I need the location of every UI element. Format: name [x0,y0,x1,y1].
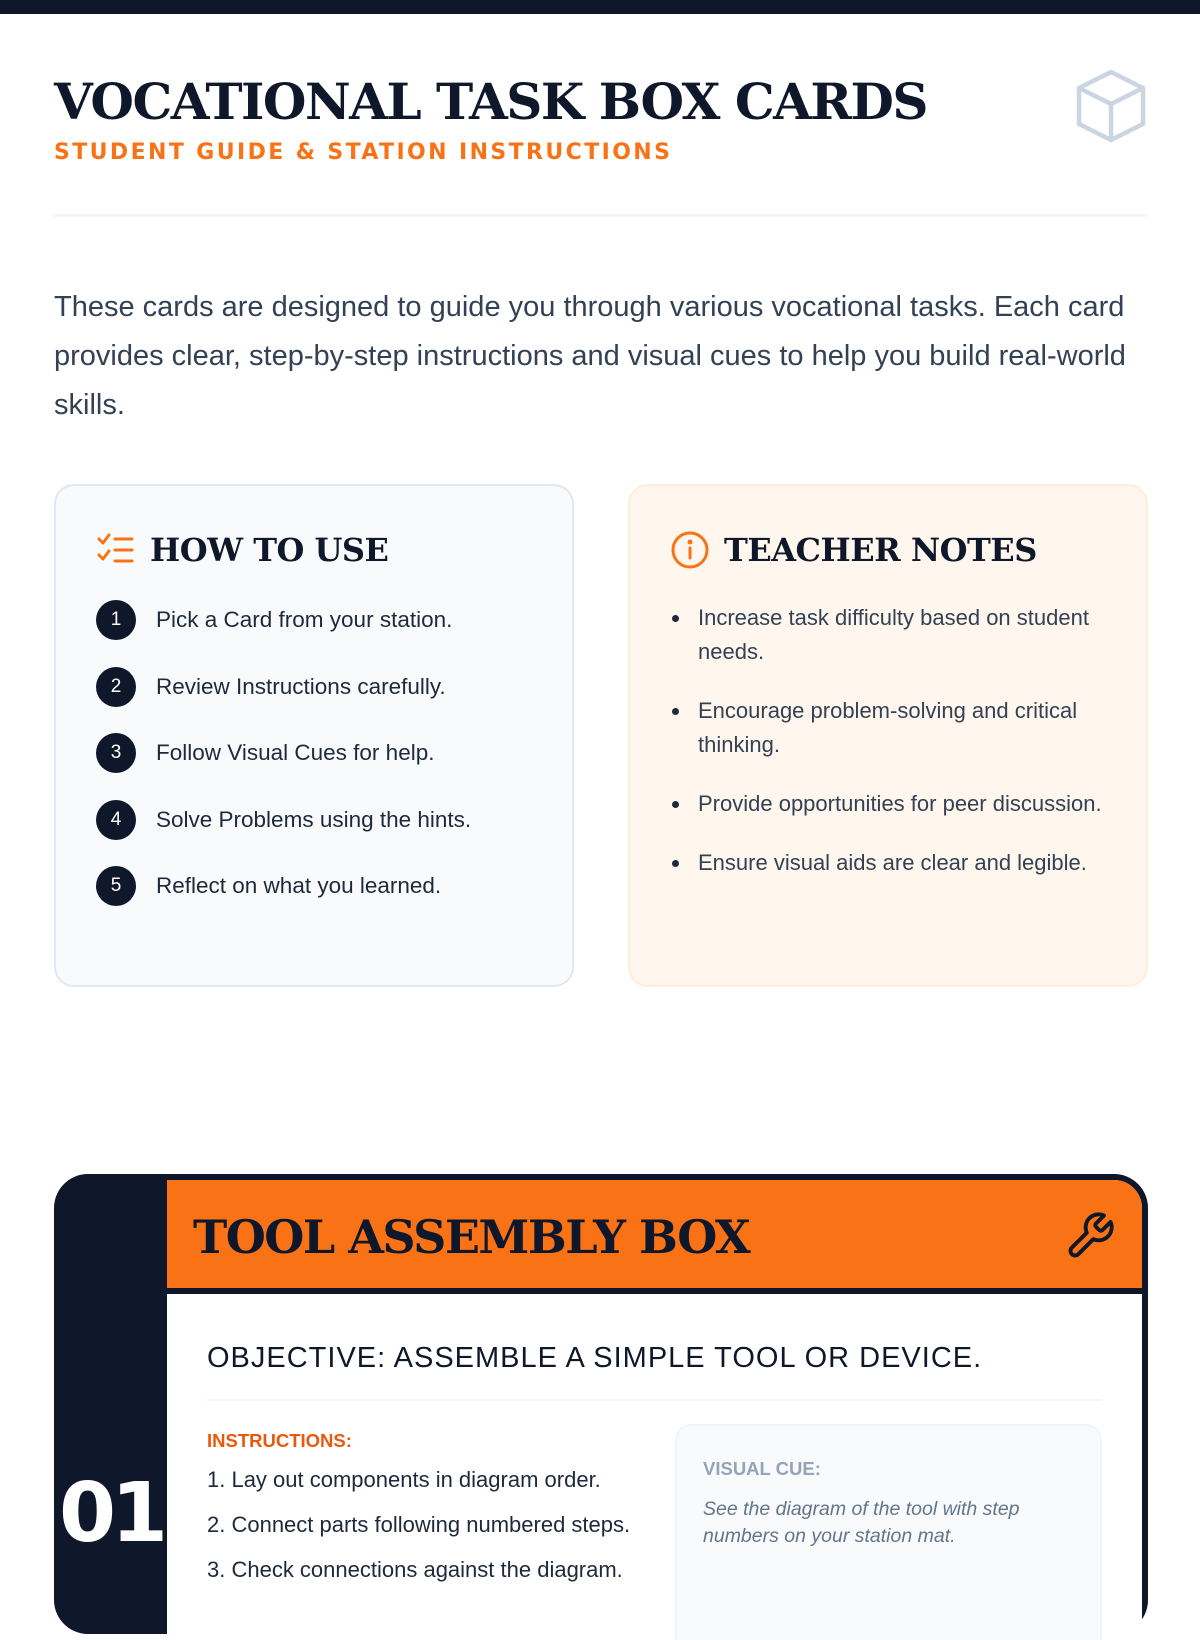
page-header [54,70,1147,166]
note-item: Provide opportunities for peer discussion. [670,787,1120,821]
cube-icon [1075,68,1147,144]
card-title: TOOL ASSEMBLY BOX [193,1210,750,1264]
objective-divider [207,1399,1102,1401]
visual-cue-label: VISUAL CUE: [703,1458,821,1479]
instruction-item: 1. Lay out components in diagram order. [207,1467,601,1492]
note-item: Encourage problem-solving and critical thinking. [670,694,1120,762]
step-number: 1 [96,600,136,640]
step-item [96,733,471,773]
step-text: Review Instructions carefully. [156,673,446,699]
step-number: 2 [96,667,136,707]
task-card [54,1174,1148,1634]
instruction-item: 3. Check connections against the diagram. [207,1557,623,1582]
notes-list [670,601,1120,905]
wrench-icon [1064,1210,1116,1262]
page-title: VOCATIONAL TASK BOX CARDS [54,72,927,131]
step-item [96,667,471,707]
step-text: Reflect on what you learned. [156,873,442,899]
note-item: Ensure visual aids are clear and legible. [670,846,1120,880]
card-number: 01 [59,1466,164,1561]
top-bar [0,0,1200,14]
step-item [96,866,471,906]
checklist-icon [96,530,136,570]
teacher-notes-panel [628,484,1148,987]
step-text: Solve Problems using the hints. [156,806,472,832]
visual-cue-text: See the diagram of the tool with step numbers on your station mat. [703,1498,1020,1547]
step-number: 4 [96,800,136,840]
page-subtitle: STUDENT GUIDE & STATION INSTRUCTIONS [54,140,673,165]
card-banner [167,1180,1142,1294]
instructions-label: INSTRUCTIONS: [207,1430,352,1451]
step-number: 3 [96,733,136,773]
step-number: 5 [96,866,136,906]
info-icon [670,530,710,570]
card-body [167,1180,1142,1640]
step-item [96,600,471,640]
intro-text: These cards are designed to guide you through various vocational tasks. Each card provides clear, step-by-step instructions and visual cues to help you build real-world skills. [54,291,1126,421]
steps-list [96,600,471,933]
teacher-notes-title: TEACHER NOTES [724,531,1037,569]
instructions-list [207,1463,647,1598]
how-to-use-title: HOW TO USE [150,531,389,569]
step-item [96,800,471,840]
header-divider [54,214,1147,217]
step-text: Follow Visual Cues for help. [156,740,435,766]
objective-heading: OBJECTIVE: ASSEMBLE A SIMPLE TOOL OR DEVICE. [207,1342,983,1374]
how-to-use-panel [54,484,574,987]
step-text: Pick a Card from your station. [156,607,453,632]
teacher-notes-header [670,530,1037,570]
visual-cue-box [675,1424,1102,1640]
note-item: Increase task difficulty based on student needs. [670,601,1120,669]
intro-paragraph [54,283,1134,430]
instruction-item: 2. Connect parts following numbered steps. [207,1512,631,1537]
how-to-use-header [96,530,388,570]
